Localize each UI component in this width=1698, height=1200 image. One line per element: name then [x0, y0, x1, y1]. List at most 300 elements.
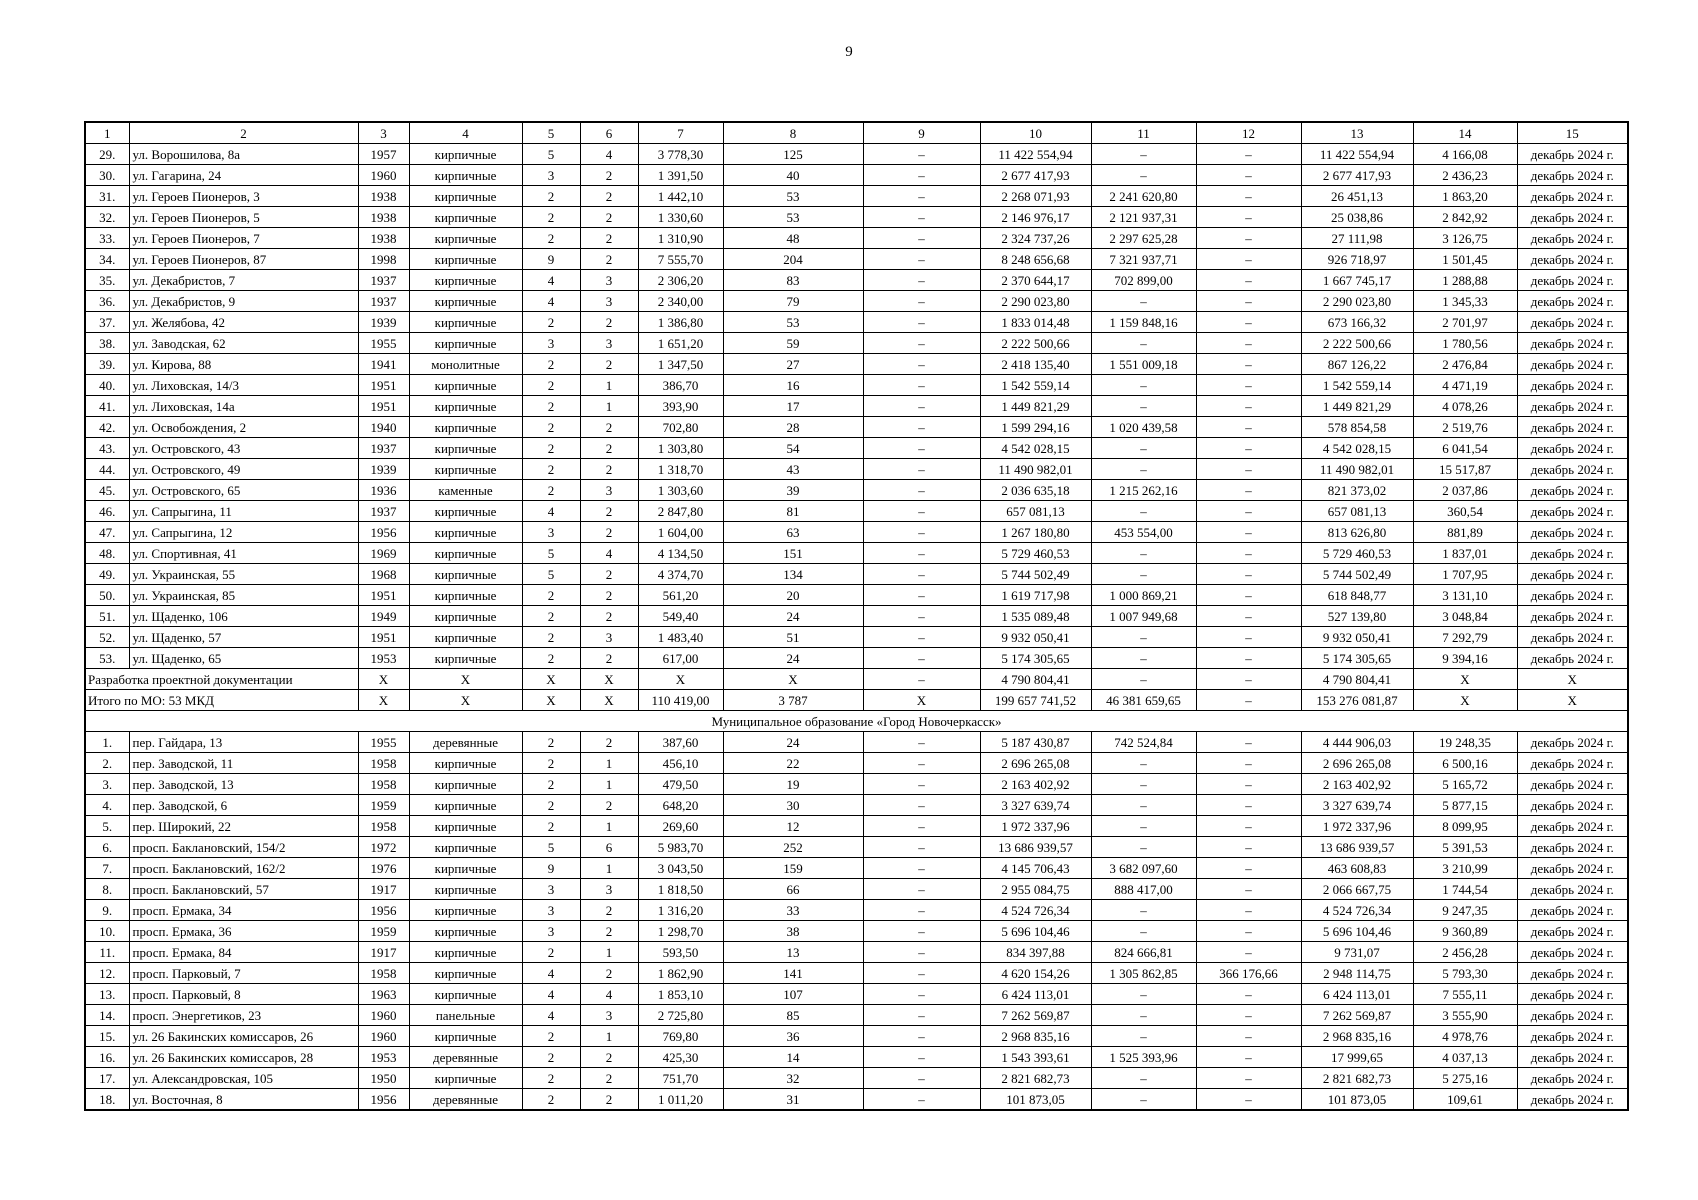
table-row	[85, 879, 1628, 900]
table-cell: 43	[723, 459, 863, 480]
table-row	[85, 312, 1628, 333]
table-cell: ул. Декабристов, 7	[129, 270, 358, 291]
table-cell: 387,60	[638, 732, 723, 753]
table-cell: 1958	[358, 753, 409, 774]
table-cell: 4 374,70	[638, 564, 723, 585]
table-row	[85, 753, 1628, 774]
table-cell: 52.	[85, 627, 129, 648]
table-cell: –	[863, 1026, 980, 1047]
table-cell: 24	[723, 648, 863, 669]
table-cell: кирпичные	[409, 564, 522, 585]
table-cell: 648,20	[638, 795, 723, 816]
table-cell: 2	[522, 396, 580, 417]
table-cell: кирпичные	[409, 270, 522, 291]
table-cell: 2 146 976,17	[980, 207, 1091, 228]
table-cell: декабрь 2024 г.	[1517, 1005, 1628, 1026]
table-cell: 3	[580, 291, 638, 312]
table-cell: 134	[723, 564, 863, 585]
table-cell: 79	[723, 291, 863, 312]
table-cell: –	[1196, 627, 1301, 648]
table-cell: деревянные	[409, 1047, 522, 1068]
table-cell: 2 268 071,93	[980, 186, 1091, 207]
table-cell: ул. Лиховская, 14/3	[129, 375, 358, 396]
table-row	[85, 186, 1628, 207]
table-cell: 2	[522, 375, 580, 396]
table-cell: 1958	[358, 774, 409, 795]
table-cell: ул. Сапрыгина, 12	[129, 522, 358, 543]
table-cell: декабрь 2024 г.	[1517, 900, 1628, 921]
table-cell: 3	[522, 900, 580, 921]
table-cell: 35.	[85, 270, 129, 291]
table-cell: 22	[723, 753, 863, 774]
table-cell: 1 391,50	[638, 165, 723, 186]
table-cell: –	[1196, 858, 1301, 879]
table-cell: –	[1196, 522, 1301, 543]
table-cell: 1 318,70	[638, 459, 723, 480]
table-cell: 2	[580, 501, 638, 522]
table-cell: 2 677 417,93	[1301, 165, 1413, 186]
table-cell: 1 159 848,16	[1091, 312, 1196, 333]
table-row	[85, 501, 1628, 522]
table-cell: кирпичные	[409, 291, 522, 312]
table-cell: 4 620 154,26	[980, 963, 1091, 984]
table-cell: кирпичные	[409, 543, 522, 564]
table-cell: ул. Декабристов, 9	[129, 291, 358, 312]
table-cell: декабрь 2024 г.	[1517, 942, 1628, 963]
table-cell: 36.	[85, 291, 129, 312]
table-cell: –	[863, 606, 980, 627]
table-cell: декабрь 2024 г.	[1517, 1068, 1628, 1089]
table-cell: кирпичные	[409, 522, 522, 543]
table-cell: –	[1196, 165, 1301, 186]
table-cell: 3.	[85, 774, 129, 795]
table-cell: ул. 26 Бакинских комиссаров, 26	[129, 1026, 358, 1047]
table-row	[85, 984, 1628, 1005]
table-cell: декабрь 2024 г.	[1517, 396, 1628, 417]
table-cell: –	[1091, 774, 1196, 795]
table-cell: –	[863, 417, 980, 438]
table-cell: 1937	[358, 291, 409, 312]
table-cell: –	[1091, 1026, 1196, 1047]
table-cell: 32.	[85, 207, 129, 228]
table-cell: 29.	[85, 144, 129, 165]
table-cell: декабрь 2024 г.	[1517, 837, 1628, 858]
table-cell: 4 444 906,03	[1301, 732, 1413, 753]
table-cell: 2	[522, 732, 580, 753]
table-cell: декабрь 2024 г.	[1517, 249, 1628, 270]
table-cell: 5 696 104,46	[1301, 921, 1413, 942]
table-cell: 7 262 569,87	[1301, 1005, 1413, 1026]
table-cell: 9 932 050,41	[1301, 627, 1413, 648]
table-row	[85, 1047, 1628, 1068]
table-cell: –	[863, 1089, 980, 1111]
table-cell: декабрь 2024 г.	[1517, 186, 1628, 207]
table-cell: 2 821 682,73	[980, 1068, 1091, 1089]
table-cell: 657 081,13	[1301, 501, 1413, 522]
table-row	[85, 249, 1628, 270]
table-cell: –	[1196, 480, 1301, 501]
table-cell: ул. Лиховская, 14а	[129, 396, 358, 417]
table-cell: 110 419,00	[638, 690, 723, 711]
table-cell: 2	[522, 816, 580, 837]
table-cell: 617,00	[638, 648, 723, 669]
table-cell: ул. Щаденко, 106	[129, 606, 358, 627]
table-cell: 1 542 559,14	[1301, 375, 1413, 396]
table-cell: –	[863, 375, 980, 396]
table-cell: –	[863, 921, 980, 942]
table-cell: 2	[580, 921, 638, 942]
table-cell: 3	[522, 333, 580, 354]
table-cell: –	[1196, 753, 1301, 774]
table-cell: 5	[522, 837, 580, 858]
table-cell: 16.	[85, 1047, 129, 1068]
column-number: 10	[980, 122, 1091, 144]
table-cell: –	[1091, 165, 1196, 186]
table-cell: 24	[723, 732, 863, 753]
table-cell: пер. Заводской, 11	[129, 753, 358, 774]
table-cell: 151	[723, 543, 863, 564]
table-cell: 1953	[358, 1047, 409, 1068]
table-cell: X	[580, 669, 638, 690]
table-cell: 9 731,07	[1301, 942, 1413, 963]
column-number: 2	[129, 122, 358, 144]
table-cell: декабрь 2024 г.	[1517, 774, 1628, 795]
table-cell: –	[1091, 144, 1196, 165]
table-cell: кирпичные	[409, 144, 522, 165]
table-cell: 3 327 639,74	[980, 795, 1091, 816]
table-cell: 3	[580, 333, 638, 354]
table-cell: 14.	[85, 1005, 129, 1026]
table-cell: 2 725,80	[638, 1005, 723, 1026]
table-cell: ул. Героев Пионеров, 87	[129, 249, 358, 270]
table-cell: 4 524 726,34	[1301, 900, 1413, 921]
table-cell: декабрь 2024 г.	[1517, 1047, 1628, 1068]
table-cell: 2	[580, 606, 638, 627]
table-cell: 4	[522, 963, 580, 984]
table-cell: 1 780,56	[1413, 333, 1517, 354]
table-cell: 51	[723, 627, 863, 648]
table-cell: 5 793,30	[1413, 963, 1517, 984]
table-cell: 125	[723, 144, 863, 165]
table-cell: 2 222 500,66	[1301, 333, 1413, 354]
table-cell: кирпичные	[409, 501, 522, 522]
table-cell: –	[863, 396, 980, 417]
table-cell: 2	[522, 1026, 580, 1047]
table-cell: –	[1196, 396, 1301, 417]
table-cell: 1958	[358, 963, 409, 984]
table-row	[85, 375, 1628, 396]
table-cell: 38.	[85, 333, 129, 354]
table-cell: 2	[580, 648, 638, 669]
table-cell: ул. Гагарина, 24	[129, 165, 358, 186]
table-cell: 1941	[358, 354, 409, 375]
table-cell: 1956	[358, 1089, 409, 1111]
table-cell: 618 848,77	[1301, 585, 1413, 606]
table-cell: 527 139,80	[1301, 606, 1413, 627]
table-cell: 8 248 656,68	[980, 249, 1091, 270]
table-cell: 3 210,99	[1413, 858, 1517, 879]
table-cell: 34.	[85, 249, 129, 270]
table-cell: 27 111,98	[1301, 228, 1413, 249]
table-cell: кирпичные	[409, 375, 522, 396]
table-cell: 1968	[358, 564, 409, 585]
table-cell: –	[863, 354, 980, 375]
table-cell: 1958	[358, 816, 409, 837]
table-cell: 1 818,50	[638, 879, 723, 900]
table-cell: 1955	[358, 732, 409, 753]
table-cell: X	[1517, 690, 1628, 711]
table-cell: 2 290 023,80	[980, 291, 1091, 312]
table-cell: 1 551 009,18	[1091, 354, 1196, 375]
table-cell: 6 041,54	[1413, 438, 1517, 459]
table-cell: 63	[723, 522, 863, 543]
table-cell: просп. Ермака, 84	[129, 942, 358, 963]
table-cell: 593,50	[638, 942, 723, 963]
table-cell: 2 297 625,28	[1091, 228, 1196, 249]
table-cell: просп. Парковый, 7	[129, 963, 358, 984]
table-cell: –	[1091, 564, 1196, 585]
table-cell: –	[1091, 1005, 1196, 1026]
table-cell: 2	[580, 459, 638, 480]
table-cell: декабрь 2024 г.	[1517, 417, 1628, 438]
table-cell: 1	[580, 816, 638, 837]
table-cell: 1	[580, 858, 638, 879]
table-cell: 5 696 104,46	[980, 921, 1091, 942]
table-cell: –	[863, 585, 980, 606]
table-cell: 5 744 502,49	[980, 564, 1091, 585]
table-cell: 9 247,35	[1413, 900, 1517, 921]
table-cell: 5 877,15	[1413, 795, 1517, 816]
table-row	[85, 438, 1628, 459]
table-cell: 1 651,20	[638, 333, 723, 354]
table-cell: 821 373,02	[1301, 480, 1413, 501]
table-cell: 1	[580, 753, 638, 774]
table-cell: –	[1196, 459, 1301, 480]
table-cell: 153 276 081,87	[1301, 690, 1413, 711]
table-cell: 2	[580, 963, 638, 984]
table-cell: 9 932 050,41	[980, 627, 1091, 648]
table-cell: 4 134,50	[638, 543, 723, 564]
table-cell: декабрь 2024 г.	[1517, 963, 1628, 984]
table-cell: 7.	[85, 858, 129, 879]
table-cell: –	[863, 837, 980, 858]
table-cell: 1 000 869,21	[1091, 585, 1196, 606]
table-cell: 1976	[358, 858, 409, 879]
page-number: 9	[845, 44, 853, 60]
table-cell: 425,30	[638, 1047, 723, 1068]
table-cell: –	[1196, 879, 1301, 900]
table-cell: 1955	[358, 333, 409, 354]
table-cell: 1937	[358, 501, 409, 522]
table-cell: 1940	[358, 417, 409, 438]
table-cell: 3 048,84	[1413, 606, 1517, 627]
table-cell: 1 604,00	[638, 522, 723, 543]
table-cell: 926 718,97	[1301, 249, 1413, 270]
table-cell: 9	[522, 249, 580, 270]
table-cell: 1960	[358, 1005, 409, 1026]
table-row	[85, 1068, 1628, 1089]
table-cell: 2	[580, 312, 638, 333]
table-row	[85, 1005, 1628, 1026]
table-cell: 453 554,00	[1091, 522, 1196, 543]
table-cell: –	[1091, 459, 1196, 480]
table-cell: 1 542 559,14	[980, 375, 1091, 396]
table-row	[85, 963, 1628, 984]
table-cell: декабрь 2024 г.	[1517, 354, 1628, 375]
table-cell: 83	[723, 270, 863, 291]
table-cell: декабрь 2024 г.	[1517, 1089, 1628, 1111]
table-cell: 2 290 023,80	[1301, 291, 1413, 312]
table-cell: 3 778,30	[638, 144, 723, 165]
table-cell: пер. Широкий, 22	[129, 816, 358, 837]
table-cell: 15.	[85, 1026, 129, 1047]
table-cell: 1951	[358, 396, 409, 417]
table-cell: 1960	[358, 165, 409, 186]
table-row	[85, 921, 1628, 942]
table-row	[85, 522, 1628, 543]
table-cell: 3	[522, 921, 580, 942]
table-cell: 456,10	[638, 753, 723, 774]
table-cell: X	[1517, 669, 1628, 690]
design-docs-row	[85, 669, 1628, 690]
table-cell: кирпичные	[409, 459, 522, 480]
table-cell: ул. 26 Бакинских комиссаров, 28	[129, 1047, 358, 1068]
table-cell: 881,89	[1413, 522, 1517, 543]
table-cell: –	[863, 1068, 980, 1089]
table-cell: 2 701,97	[1413, 312, 1517, 333]
table-cell: 13	[723, 942, 863, 963]
table-cell: 20	[723, 585, 863, 606]
table-cell: 31.	[85, 186, 129, 207]
table-cell: кирпичные	[409, 396, 522, 417]
table-cell: просп. Энергетиков, 23	[129, 1005, 358, 1026]
table-cell: 2 696 265,08	[980, 753, 1091, 774]
table-cell: –	[863, 732, 980, 753]
table-cell: 1 298,70	[638, 921, 723, 942]
table-cell: 2 519,76	[1413, 417, 1517, 438]
table-cell: 2	[522, 480, 580, 501]
table-cell: 1 347,50	[638, 354, 723, 375]
table-cell: 5	[522, 144, 580, 165]
table-cell: 1 707,95	[1413, 564, 1517, 585]
table-cell: –	[1196, 564, 1301, 585]
table-cell: 1	[580, 774, 638, 795]
table-cell: 824 666,81	[1091, 942, 1196, 963]
table-cell: 13 686 939,57	[1301, 837, 1413, 858]
table-cell: декабрь 2024 г.	[1517, 459, 1628, 480]
table-cell: 30.	[85, 165, 129, 186]
table-cell: декабрь 2024 г.	[1517, 648, 1628, 669]
table-cell: 4 542 028,15	[1301, 438, 1413, 459]
table-cell: 204	[723, 249, 863, 270]
table-cell: 141	[723, 963, 863, 984]
column-number: 15	[1517, 122, 1628, 144]
table-row	[85, 480, 1628, 501]
table-cell: X	[723, 669, 863, 690]
table-cell: 2	[580, 165, 638, 186]
table-cell: 7 555,70	[638, 249, 723, 270]
table-cell: ул. Желябова, 42	[129, 312, 358, 333]
table-cell: 1917	[358, 879, 409, 900]
table-cell: 4	[580, 984, 638, 1005]
table-cell: –	[1196, 1026, 1301, 1047]
table-cell: 1937	[358, 438, 409, 459]
table-cell: ул. Восточная, 8	[129, 1089, 358, 1111]
table-cell: –	[1196, 501, 1301, 522]
table-cell: 1 972 337,96	[980, 816, 1091, 837]
table-cell: 1998	[358, 249, 409, 270]
table-row	[85, 774, 1628, 795]
table-cell: 4.	[85, 795, 129, 816]
table-cell: декабрь 2024 г.	[1517, 1026, 1628, 1047]
table-cell: 18.	[85, 1089, 129, 1111]
table-row	[85, 795, 1628, 816]
table-cell: кирпичные	[409, 1026, 522, 1047]
table-cell: –	[1091, 501, 1196, 522]
table-row	[85, 837, 1628, 858]
table-cell: 4	[580, 543, 638, 564]
table-cell: 2 370 644,17	[980, 270, 1091, 291]
table-row	[85, 396, 1628, 417]
table-cell: –	[1091, 984, 1196, 1005]
table-cell: 1938	[358, 207, 409, 228]
table-cell: кирпичные	[409, 228, 522, 249]
table-cell: –	[1196, 375, 1301, 396]
table-cell: 2	[580, 228, 638, 249]
table-cell: –	[1091, 816, 1196, 837]
table-cell: 2	[522, 606, 580, 627]
table-cell: 1 386,80	[638, 312, 723, 333]
table-row	[85, 207, 1628, 228]
table-cell: 2 821 682,73	[1301, 1068, 1413, 1089]
table-cell: 1951	[358, 627, 409, 648]
table-cell: 41.	[85, 396, 129, 417]
table-cell: 42.	[85, 417, 129, 438]
table-cell: 2	[522, 417, 580, 438]
table-cell: –	[1091, 1068, 1196, 1089]
table-cell: –	[863, 1005, 980, 1026]
table-cell: 33	[723, 900, 863, 921]
table-cell: 1 744,54	[1413, 879, 1517, 900]
table-cell: 5 275,16	[1413, 1068, 1517, 1089]
table-cell: просп. Парковый, 8	[129, 984, 358, 1005]
table-cell: 2	[522, 207, 580, 228]
table-cell: X	[522, 690, 580, 711]
table-cell: кирпичные	[409, 900, 522, 921]
table-cell: 3 682 097,60	[1091, 858, 1196, 879]
table-cell: X	[522, 669, 580, 690]
table-cell: 2 340,00	[638, 291, 723, 312]
table-cell: 3	[580, 627, 638, 648]
table-cell: 2.	[85, 753, 129, 774]
table-row	[85, 648, 1628, 669]
table-cell: 3 555,90	[1413, 1005, 1517, 1026]
table-cell: 2	[522, 1089, 580, 1111]
table-cell: –	[1091, 543, 1196, 564]
table-row	[85, 816, 1628, 837]
table-cell: X	[358, 690, 409, 711]
table-cell: 1 316,20	[638, 900, 723, 921]
column-number: 9	[863, 122, 980, 144]
table-cell: 9.	[85, 900, 129, 921]
table-cell: декабрь 2024 г.	[1517, 207, 1628, 228]
table-cell: –	[863, 480, 980, 501]
table-cell: 6.	[85, 837, 129, 858]
table-cell: каменные	[409, 480, 522, 501]
table-cell: 1953	[358, 648, 409, 669]
table-cell: 1 442,10	[638, 186, 723, 207]
table-cell: деревянные	[409, 732, 522, 753]
